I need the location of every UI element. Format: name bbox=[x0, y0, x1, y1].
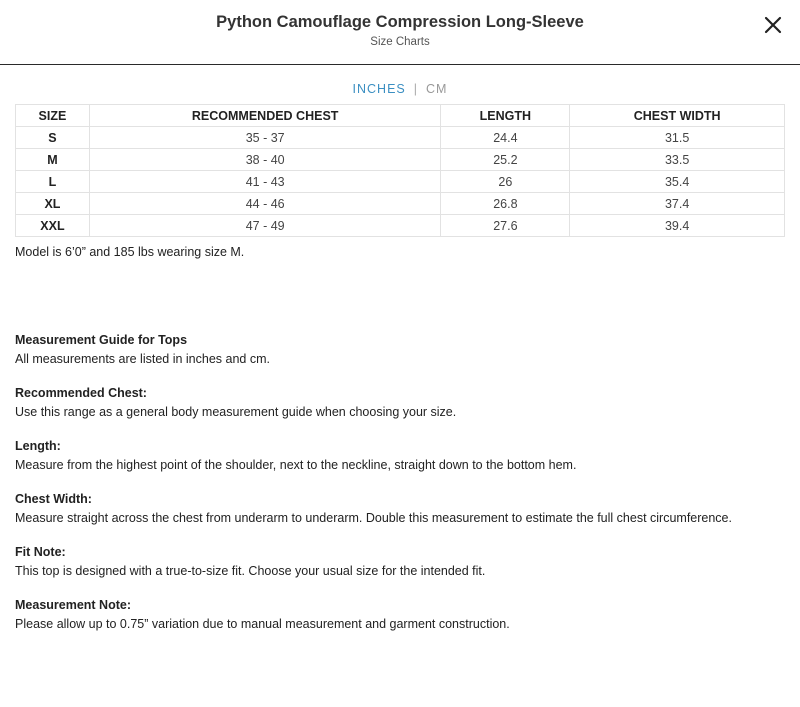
guide-text: Measure straight across the chest from underarm to underarm. Double this measurement to estimate the full chest circumference. bbox=[15, 511, 732, 525]
chest-width-cell: 39.4 bbox=[570, 215, 785, 237]
modal-header bbox=[0, 0, 800, 65]
header-chest-width: CHEST WIDTH bbox=[570, 105, 785, 127]
chest-cell: 44 - 46 bbox=[89, 193, 441, 215]
chest-width-cell: 31.5 bbox=[570, 127, 785, 149]
unit-toggle bbox=[0, 82, 800, 96]
size-cell: M bbox=[16, 149, 90, 171]
size-table bbox=[15, 104, 785, 237]
header-length: LENGTH bbox=[441, 105, 570, 127]
guide-section bbox=[15, 437, 785, 475]
chest-cell: 47 - 49 bbox=[89, 215, 441, 237]
guide-section bbox=[15, 384, 785, 422]
guide-section bbox=[15, 543, 785, 581]
guide-heading: Measurement Guide for Tops bbox=[15, 333, 188, 347]
table-row bbox=[16, 171, 785, 193]
chest-width-cell: 37.4 bbox=[570, 193, 785, 215]
guide-text: This top is designed with a true-to-size fit. Choose your usual size for the intended fit. bbox=[15, 564, 486, 578]
table-row bbox=[16, 193, 785, 215]
length-cell: 24.4 bbox=[441, 127, 570, 149]
length-cell: 26.8 bbox=[441, 193, 570, 215]
table-row bbox=[16, 149, 785, 171]
guide-heading: Length: bbox=[15, 439, 61, 453]
table-row bbox=[16, 127, 785, 149]
close-icon bbox=[762, 14, 784, 36]
chest-width-cell: 33.5 bbox=[570, 149, 785, 171]
size-cell: XL bbox=[16, 193, 90, 215]
length-cell: 27.6 bbox=[441, 215, 570, 237]
page-subtitle: Size Charts bbox=[370, 36, 430, 48]
close-button[interactable] bbox=[762, 14, 784, 36]
header-size: SIZE bbox=[16, 105, 90, 127]
guide-heading: Recommended Chest: bbox=[15, 386, 147, 400]
table-row bbox=[16, 215, 785, 237]
guide-heading: Chest Width: bbox=[15, 492, 92, 506]
chest-cell: 41 - 43 bbox=[89, 171, 441, 193]
length-cell: 25.2 bbox=[441, 149, 570, 171]
guide-heading: Measurement Note: bbox=[15, 598, 131, 612]
chest-width-cell: 35.4 bbox=[570, 171, 785, 193]
guide-text: Measure from the highest point of the shoulder, next to the neckline, straight down to the bottom hem. bbox=[15, 458, 577, 472]
unit-separator: | bbox=[413, 82, 419, 96]
unit-inches-tab[interactable]: INCHES bbox=[352, 82, 406, 96]
guide-section bbox=[15, 331, 785, 369]
chest-cell: 38 - 40 bbox=[89, 149, 441, 171]
guide-section bbox=[15, 490, 785, 528]
guide-text: Use this range as a general body measurement guide when choosing your size. bbox=[15, 405, 457, 419]
guide-text: All measurements are listed in inches and cm. bbox=[15, 352, 270, 366]
model-note: Model is 6’0” and 185 lbs wearing size M. bbox=[15, 245, 245, 259]
length-cell: 26 bbox=[441, 171, 570, 193]
table-header-row bbox=[16, 105, 785, 127]
size-cell: XXL bbox=[16, 215, 90, 237]
page-title: Python Camouflage Compression Long-Sleeve bbox=[216, 13, 584, 31]
chest-cell: 35 - 37 bbox=[89, 127, 441, 149]
guide-text: Please allow up to 0.75” variation due to manual measurement and garment construction. bbox=[15, 617, 510, 631]
measurement-guide bbox=[15, 331, 785, 649]
guide-heading: Fit Note: bbox=[15, 545, 66, 559]
size-cell: L bbox=[16, 171, 90, 193]
unit-cm-tab[interactable]: CM bbox=[426, 82, 448, 96]
header-recommended-chest: RECOMMENDED CHEST bbox=[89, 105, 441, 127]
guide-section bbox=[15, 596, 785, 634]
size-cell: S bbox=[16, 127, 90, 149]
